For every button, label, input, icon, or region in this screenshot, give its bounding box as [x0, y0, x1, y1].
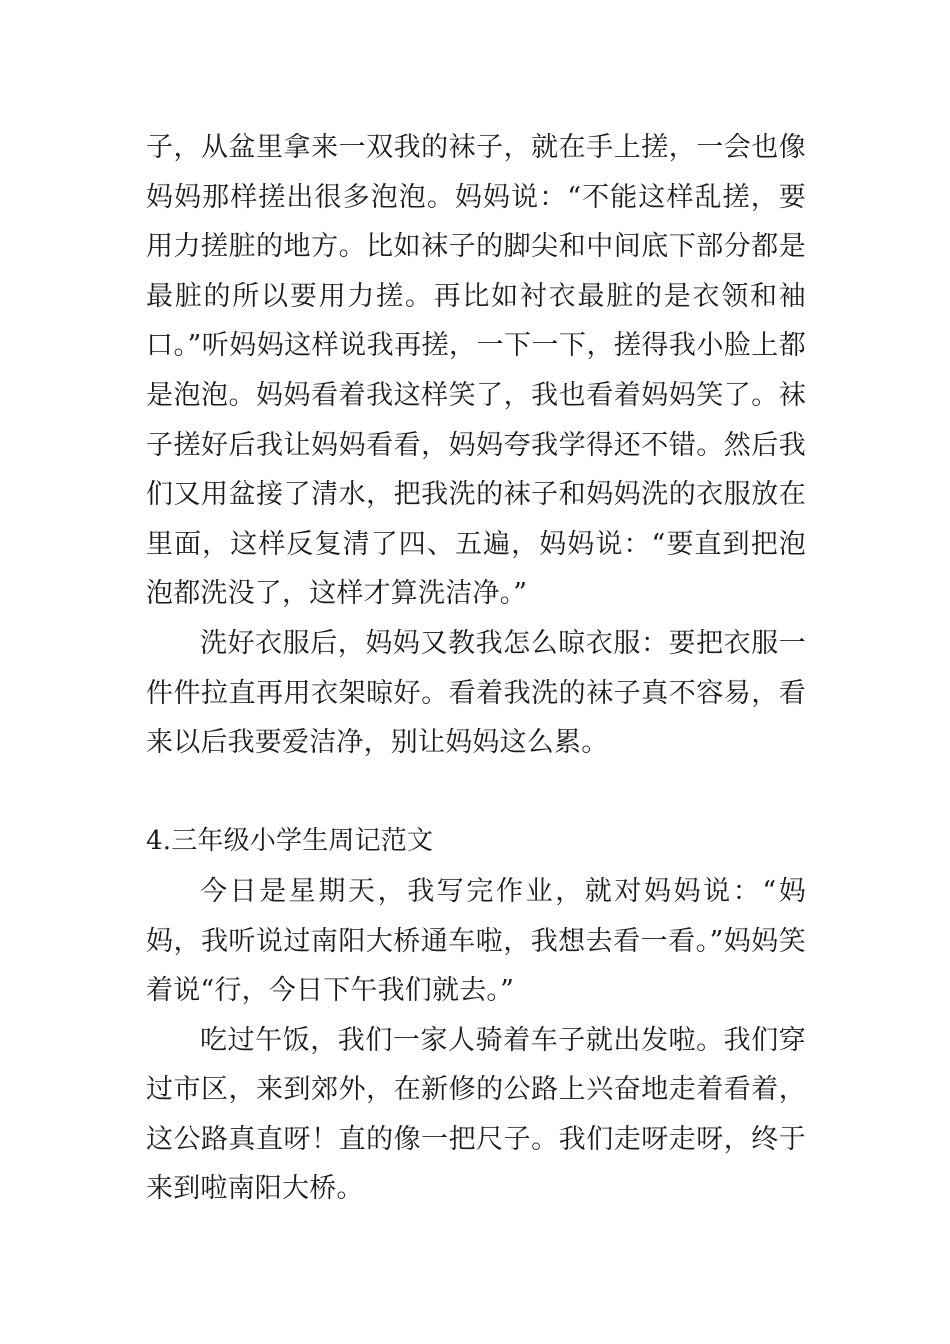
document-body [146, 123, 806, 1214]
paragraph-trip-to-bridge: 吃过午饭，我们一家人骑着车子就出发啦。我们穿过市区，来到郊外，在新修的公路上兴奋地走着看着，这公路真直呀！直的像一把尺子。我们走呀走呀，终于来到啦南阳大桥。 [146, 1024, 806, 1205]
paragraph-drying-clothes: 洗好衣服后，妈妈又教我怎么晾衣服：要把衣服一件件拉直再用衣架晾好。看着我洗的袜子真不容易，看来以后我要爱洁净，别让妈妈这么累。 [146, 627, 806, 759]
paragraph-washing-socks: 子，从盆里拿来一双我的袜子，就在手上搓，一会也像妈妈那样搓出很多泡泡。妈妈说：“不能这样乱搓，要用力搓脏的地方。比如袜子的脚尖和中间底下部分都是最脏的所以要用力搓。再比如衬衣最脏的是衣领和袖口。”听妈妈这样说我再搓，一下一下，搓得我小脸上都是泡泡。妈妈看着我这样笑了，我也看着妈妈笑了。袜子搓好后我让妈妈看看，妈妈夸我学得还不错。然后我们又用盆接了清水，把我洗的袜子和妈妈洗的衣服放在里面，这样反复清了四、五遍，妈妈说：“要直到把泡泡都洗没了，这样才算洗洁净。” [146, 132, 806, 610]
paragraph-sunday-homework: 今日是星期天，我写完作业，就对妈妈说：“妈妈，我听说过南阳大桥通车啦，我想去看一看。”妈妈笑着说“行，今日下午我们就去。” [146, 875, 806, 1007]
section-heading: 4.三年级小学生周记范文 [146, 826, 434, 857]
section-spacer [146, 768, 806, 818]
